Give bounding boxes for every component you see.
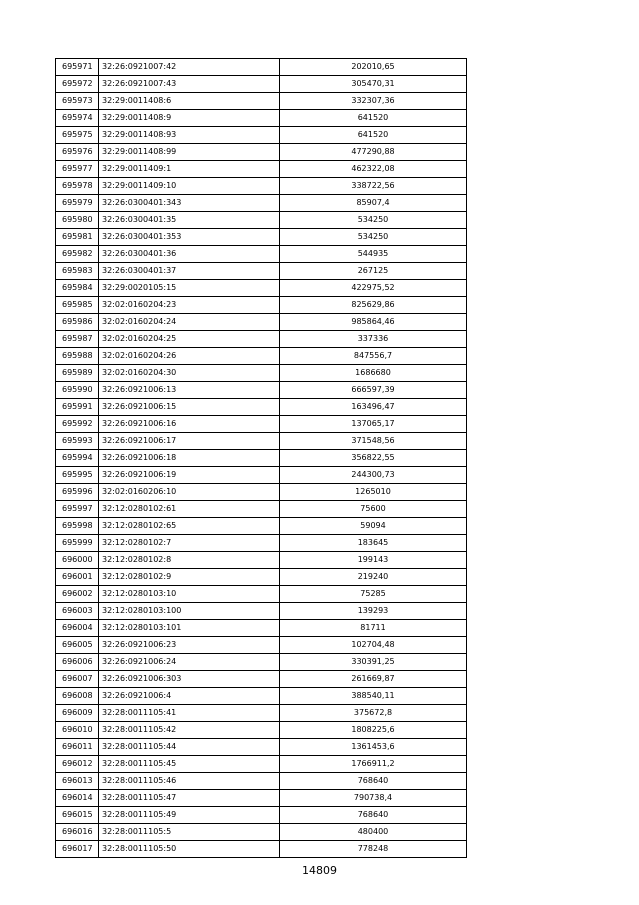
- row-id-cell: 696001: [56, 569, 99, 586]
- table-row: [56, 348, 467, 365]
- value-cell: 183645: [280, 535, 467, 552]
- row-id-cell: 695974: [56, 110, 99, 127]
- row-id-cell: 695980: [56, 212, 99, 229]
- table-row: [56, 59, 467, 76]
- cadastral-number-cell: 32:26:0921006:24: [99, 654, 280, 671]
- value-cell: 534250: [280, 212, 467, 229]
- value-cell: 139293: [280, 603, 467, 620]
- row-id-cell: 695982: [56, 246, 99, 263]
- cadastral-number-cell: 32:26:0921006:18: [99, 450, 280, 467]
- value-cell: 534250: [280, 229, 467, 246]
- value-cell: 1361453,6: [280, 739, 467, 756]
- cadastral-number-cell: 32:28:0011105:47: [99, 790, 280, 807]
- cadastral-number-cell: 32:02:0160204:30: [99, 365, 280, 382]
- value-cell: 1766911,2: [280, 756, 467, 773]
- table-body: [56, 59, 467, 858]
- cadastral-number-cell: 32:26:0921006:19: [99, 467, 280, 484]
- table-row: [56, 280, 467, 297]
- row-id-cell: 695984: [56, 280, 99, 297]
- cadastral-number-cell: 32:29:0011408:93: [99, 127, 280, 144]
- table-row: [56, 586, 467, 603]
- cadastral-number-cell: 32:29:0011409:1: [99, 161, 280, 178]
- table-row: [56, 688, 467, 705]
- table-row: [56, 263, 467, 280]
- table-row: [56, 314, 467, 331]
- value-cell: 388540,11: [280, 688, 467, 705]
- row-id-cell: 695981: [56, 229, 99, 246]
- table-row: [56, 620, 467, 637]
- table-row: [56, 76, 467, 93]
- cadastral-number-cell: 32:29:0011408:99: [99, 144, 280, 161]
- cadastral-value-table: [55, 58, 467, 858]
- table-row: [56, 705, 467, 722]
- table-row: [56, 195, 467, 212]
- value-cell: 330391,25: [280, 654, 467, 671]
- cadastral-number-cell: 32:26:0921007:42: [99, 59, 280, 76]
- cadastral-number-cell: 32:02:0160204:25: [99, 331, 280, 348]
- value-cell: 199143: [280, 552, 467, 569]
- value-cell: 825629,86: [280, 297, 467, 314]
- cadastral-number-cell: 32:26:0300401:353: [99, 229, 280, 246]
- row-id-cell: 695990: [56, 382, 99, 399]
- table-row: [56, 178, 467, 195]
- row-id-cell: 696017: [56, 841, 99, 858]
- value-cell: 337336: [280, 331, 467, 348]
- row-id-cell: 696005: [56, 637, 99, 654]
- row-id-cell: 695988: [56, 348, 99, 365]
- table-row: [56, 824, 467, 841]
- value-cell: 102704,48: [280, 637, 467, 654]
- row-id-cell: 695995: [56, 467, 99, 484]
- table-row: [56, 331, 467, 348]
- cadastral-number-cell: 32:12:0280103:101: [99, 620, 280, 637]
- cadastral-number-cell: 32:26:0300401:35: [99, 212, 280, 229]
- row-id-cell: 695972: [56, 76, 99, 93]
- table-row: [56, 484, 467, 501]
- row-id-cell: 696015: [56, 807, 99, 824]
- table-row: [56, 756, 467, 773]
- cadastral-number-cell: 32:26:0921006:17: [99, 433, 280, 450]
- row-id-cell: 696003: [56, 603, 99, 620]
- value-cell: 462322,08: [280, 161, 467, 178]
- cadastral-number-cell: 32:26:0921006:23: [99, 637, 280, 654]
- table-row: [56, 416, 467, 433]
- table-row: [56, 229, 467, 246]
- row-id-cell: 695971: [56, 59, 99, 76]
- table-row: [56, 790, 467, 807]
- table-row: [56, 382, 467, 399]
- cadastral-number-cell: 32:02:0160204:24: [99, 314, 280, 331]
- value-cell: 338722,56: [280, 178, 467, 195]
- table-row: [56, 161, 467, 178]
- table-row: [56, 722, 467, 739]
- value-cell: 666597,39: [280, 382, 467, 399]
- table-row: [56, 467, 467, 484]
- page-number: 14809: [302, 864, 337, 877]
- cadastral-number-cell: 32:29:0011409:10: [99, 178, 280, 195]
- cadastral-number-cell: 32:12:0280102:8: [99, 552, 280, 569]
- row-id-cell: 695983: [56, 263, 99, 280]
- value-cell: 477290,88: [280, 144, 467, 161]
- table-row: [56, 399, 467, 416]
- value-cell: 332307,36: [280, 93, 467, 110]
- value-cell: 790738,4: [280, 790, 467, 807]
- cadastral-number-cell: 32:02:0160204:26: [99, 348, 280, 365]
- row-id-cell: 695999: [56, 535, 99, 552]
- value-cell: 219240: [280, 569, 467, 586]
- table-row: [56, 297, 467, 314]
- table-row: [56, 535, 467, 552]
- row-id-cell: 695996: [56, 484, 99, 501]
- table-row: [56, 654, 467, 671]
- cadastral-number-cell: 32:28:0011105:45: [99, 756, 280, 773]
- cadastral-number-cell: 32:28:0011105:42: [99, 722, 280, 739]
- table-row: [56, 501, 467, 518]
- value-cell: 267125: [280, 263, 467, 280]
- table-row: [56, 518, 467, 535]
- value-cell: 641520: [280, 127, 467, 144]
- row-id-cell: 695991: [56, 399, 99, 416]
- row-id-cell: 695989: [56, 365, 99, 382]
- row-id-cell: 695992: [56, 416, 99, 433]
- value-cell: 778248: [280, 841, 467, 858]
- table-row: [56, 807, 467, 824]
- value-cell: 480400: [280, 824, 467, 841]
- row-id-cell: 696002: [56, 586, 99, 603]
- table-row: [56, 637, 467, 654]
- value-cell: 544935: [280, 246, 467, 263]
- value-cell: 356822,55: [280, 450, 467, 467]
- cadastral-number-cell: 32:26:0300401:343: [99, 195, 280, 212]
- cadastral-number-cell: 32:26:0921006:303: [99, 671, 280, 688]
- row-id-cell: 695987: [56, 331, 99, 348]
- cadastral-number-cell: 32:26:0300401:36: [99, 246, 280, 263]
- value-cell: 985864,46: [280, 314, 467, 331]
- value-cell: 137065,17: [280, 416, 467, 433]
- value-cell: 371548,56: [280, 433, 467, 450]
- value-cell: 422975,52: [280, 280, 467, 297]
- cadastral-number-cell: 32:29:0011408:9: [99, 110, 280, 127]
- table-row: [56, 246, 467, 263]
- table-row: [56, 773, 467, 790]
- cadastral-number-cell: 32:26:0300401:37: [99, 263, 280, 280]
- value-cell: 81711: [280, 620, 467, 637]
- cadastral-number-cell: 32:02:0160206:10: [99, 484, 280, 501]
- cadastral-number-cell: 32:12:0280103:100: [99, 603, 280, 620]
- table-row: [56, 671, 467, 688]
- value-cell: 85907,4: [280, 195, 467, 212]
- value-cell: 261669,87: [280, 671, 467, 688]
- table-row: [56, 433, 467, 450]
- table-row: [56, 127, 467, 144]
- table-row: [56, 552, 467, 569]
- table-row: [56, 603, 467, 620]
- value-cell: 75600: [280, 501, 467, 518]
- value-cell: 202010,65: [280, 59, 467, 76]
- table-row: [56, 841, 467, 858]
- table-row: [56, 569, 467, 586]
- cadastral-number-cell: 32:26:0921006:16: [99, 416, 280, 433]
- value-cell: 1265010: [280, 484, 467, 501]
- row-id-cell: 695994: [56, 450, 99, 467]
- cadastral-number-cell: 32:28:0011105:46: [99, 773, 280, 790]
- row-id-cell: 696010: [56, 722, 99, 739]
- cadastral-number-cell: 32:12:0280103:10: [99, 586, 280, 603]
- cadastral-number-cell: 32:12:0280102:7: [99, 535, 280, 552]
- row-id-cell: 696014: [56, 790, 99, 807]
- cadastral-number-cell: 32:12:0280102:65: [99, 518, 280, 535]
- value-cell: 305470,31: [280, 76, 467, 93]
- table-row: [56, 739, 467, 756]
- cadastral-number-cell: 32:29:0020105:15: [99, 280, 280, 297]
- row-id-cell: 696000: [56, 552, 99, 569]
- table-row: [56, 365, 467, 382]
- value-cell: 75285: [280, 586, 467, 603]
- row-id-cell: 696012: [56, 756, 99, 773]
- table-row: [56, 110, 467, 127]
- row-id-cell: 695986: [56, 314, 99, 331]
- value-cell: 375672,8: [280, 705, 467, 722]
- table-row: [56, 144, 467, 161]
- value-cell: 1686680: [280, 365, 467, 382]
- row-id-cell: 695993: [56, 433, 99, 450]
- cadastral-number-cell: 32:26:0921006:15: [99, 399, 280, 416]
- cadastral-number-cell: 32:26:0921006:13: [99, 382, 280, 399]
- value-cell: 163496,47: [280, 399, 467, 416]
- row-id-cell: 695985: [56, 297, 99, 314]
- value-cell: 768640: [280, 807, 467, 824]
- cadastral-number-cell: 32:28:0011105:5: [99, 824, 280, 841]
- cadastral-number-cell: 32:28:0011105:49: [99, 807, 280, 824]
- table-row: [56, 450, 467, 467]
- value-cell: 641520: [280, 110, 467, 127]
- value-cell: 244300,73: [280, 467, 467, 484]
- row-id-cell: 696007: [56, 671, 99, 688]
- value-cell: 59094: [280, 518, 467, 535]
- cadastral-number-cell: 32:28:0011105:41: [99, 705, 280, 722]
- row-id-cell: 695997: [56, 501, 99, 518]
- row-id-cell: 696008: [56, 688, 99, 705]
- row-id-cell: 695977: [56, 161, 99, 178]
- cadastral-number-cell: 32:29:0011408:6: [99, 93, 280, 110]
- row-id-cell: 696016: [56, 824, 99, 841]
- row-id-cell: 695978: [56, 178, 99, 195]
- row-id-cell: 696013: [56, 773, 99, 790]
- value-cell: 1808225,6: [280, 722, 467, 739]
- table-row: [56, 212, 467, 229]
- cadastral-number-cell: 32:12:0280102:9: [99, 569, 280, 586]
- row-id-cell: 695979: [56, 195, 99, 212]
- cadastral-number-cell: 32:12:0280102:61: [99, 501, 280, 518]
- table-row: [56, 93, 467, 110]
- row-id-cell: 695973: [56, 93, 99, 110]
- value-cell: 847556,7: [280, 348, 467, 365]
- row-id-cell: 696004: [56, 620, 99, 637]
- cadastral-number-cell: 32:28:0011105:44: [99, 739, 280, 756]
- cadastral-number-cell: 32:26:0921007:43: [99, 76, 280, 93]
- value-cell: 768640: [280, 773, 467, 790]
- row-id-cell: 696011: [56, 739, 99, 756]
- row-id-cell: 695976: [56, 144, 99, 161]
- cadastral-number-cell: 32:28:0011105:50: [99, 841, 280, 858]
- cadastral-number-cell: 32:26:0921006:4: [99, 688, 280, 705]
- row-id-cell: 695998: [56, 518, 99, 535]
- row-id-cell: 696006: [56, 654, 99, 671]
- cadastral-number-cell: 32:02:0160204:23: [99, 297, 280, 314]
- row-id-cell: 695975: [56, 127, 99, 144]
- row-id-cell: 696009: [56, 705, 99, 722]
